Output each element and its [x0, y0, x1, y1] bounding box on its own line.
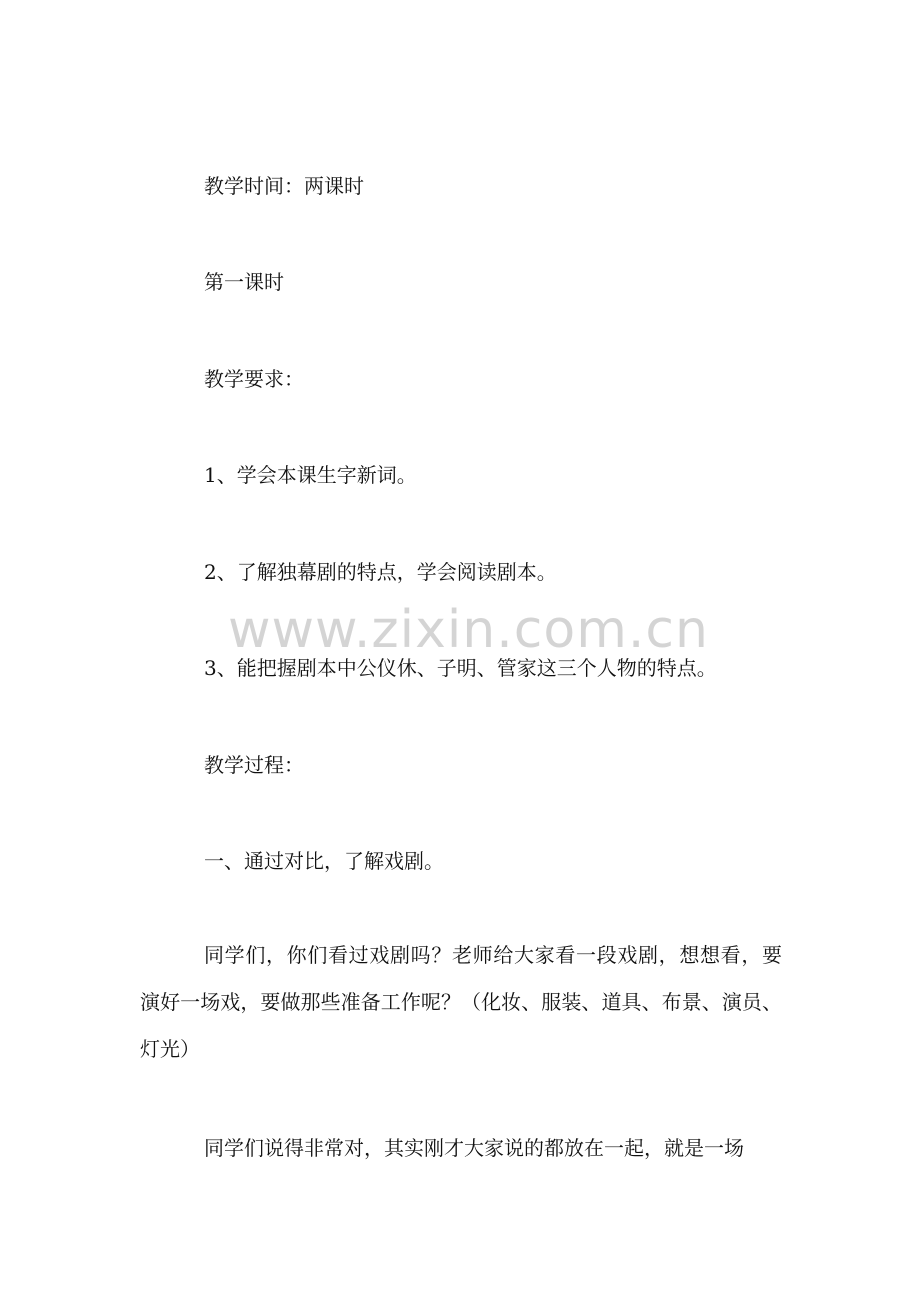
watermark-text: www.zixin.com.cn	[228, 600, 709, 660]
process-step-1: 一、通过对比，了解戏剧。	[204, 849, 444, 873]
first-lesson-heading: 第一课时	[204, 270, 284, 294]
requirement-item-3: 3、能把握剧本中公仪休、子明、管家这三个人物的特点。	[204, 656, 717, 680]
teaching-requirements-heading: 教学要求：	[204, 367, 304, 391]
teaching-time-line: 教学时间：两课时	[204, 174, 364, 198]
teaching-process-heading: 教学过程：	[204, 753, 304, 777]
paragraph-summary: 同学们说得非常对，其实刚才大家说的都放在一起，就是一场	[204, 1136, 744, 1160]
paragraph-intro-drama: 同学们，你们看过戏剧吗？老师给大家看一段戏剧，想想看，要演好一场戏，要做那些准备工作呢？（化妆、服装、道具、布景、演员、灯光）	[140, 943, 782, 1061]
requirement-item-1: 1、学会本课生字新词。	[204, 463, 417, 487]
requirement-item-2: 2、了解独幕剧的特点，学会阅读剧本。	[204, 560, 557, 584]
